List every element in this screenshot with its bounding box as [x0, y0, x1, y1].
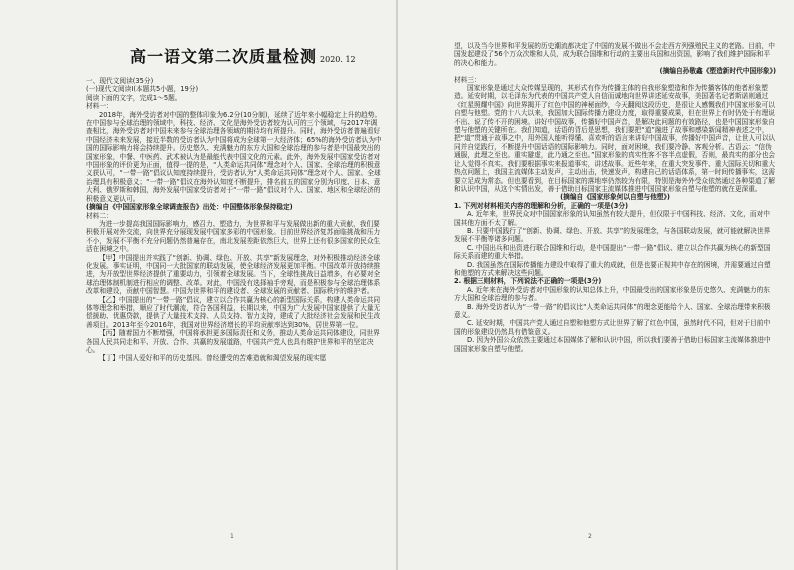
- material-one-source: (摘编自《中国国家形象全球调查报告》出处：中国整体形象保持稳定): [86, 203, 293, 212]
- question-1-option-c: C. 中国出兵和出资进行联合国维和行动，是中国提出“一带一路”倡议、建立以合作共赢为核心的新型国际关系而建的重大举措。: [454, 243, 771, 261]
- instruction-text: 阅读下面的文字，完成1～5题。: [86, 93, 182, 102]
- question-2-option-d: D. 因为外国公众依然主要通过本国媒体了解和认识中国，所以我们要善于借助目标国家主流媒体推进中国国家形象自塑与他塑。: [454, 336, 771, 353]
- question-2-stem: 2. 根据三则材料，下列说法不正确的一项是(3分): [454, 277, 602, 286]
- page-left: [0, 0, 396, 570]
- material-two-paragraph-5: 【丁】中国人爱好和平的历史基因。曾经遭受的苦难造就和渴望发展的现实愿: [99, 354, 327, 363]
- question-1-option-b: B. 只要中国践行了“创新、协调、绿色、开放、共享”的发展理念，与各国联动发展，就可能就解决世界发展不平衡等诸多问题。: [454, 226, 771, 244]
- material-two-paragraph-4: 【丙】随着国力不断增强，中国将承担更多国际责任和义务，推动人类命运共同体建设，同世界各国人民共同走和平、开放、合作、共赢的发展道路，中国共产党人也具有维护世界和平的坚定决心。: [86, 329, 380, 354]
- material-one-label: 材料一：: [86, 102, 113, 111]
- material-two-continuation: 望，以及当今世界和平发展的历史潮流都决定了中国的发展不做出不会走西方列强殖民主义的老路。目前，中国发起建设了56个万众次维和人员，成为联合国维和行动的主要出兵国和出资国，影响了我们维护国际和平的决心和能力。: [454, 42, 775, 67]
- page-number: 1: [230, 533, 234, 540]
- exam-title: 高一语文第二次质量检测: [130, 47, 318, 66]
- material-three-source: (摘编自《国家形象何以自塑与他塑》): [560, 193, 670, 202]
- question-1-option-a: A. 近年来，世界民众对中国国家形象的认知虽然有较大提升，但仅限于中国科技、经济、文化，而对中国其他方面不太了解。: [454, 210, 770, 227]
- material-two-label: 材料二：: [86, 211, 113, 220]
- material-two-paragraph-3: 【乙】中国提出的“一带一路”倡议，建立以合作共赢为核心的新型国际关系，构建人类命运共同体等理念和举措，顺应了时代潮流，符合各国利益，长期以来，中国为广大发展中国家提供了大量无偿援助、优惠贷款，提供了大量技术支持、人员支持、智力支持，建成了大批经济社会发展和民生改善项目。2013年至今2016年，我国对世界经济增长的平均贡献率达到30%，居世界第一位。: [86, 295, 381, 329]
- question-2-option-c: C. 延安时期，中国共产党人通过自塑和他塑方式让世界了解了红色中国，虽然时代不同，但对于目前中国的形象建设仍然具有借鉴意义。: [454, 319, 771, 336]
- question-1-stem: 1. 下列对材料相关内容的理解和分析，正确的一项是(3分): [454, 201, 629, 210]
- question-2-option-b: B. 海外受访者认为“一带一路”的倡议比“人类命运共同体”的理念更能给个人、国家、全球治理带来积极意义。: [454, 302, 771, 319]
- material-three-label: 材料三：: [454, 75, 481, 84]
- section-heading: 一、现代文阅读(35分): [86, 77, 154, 85]
- question-1-option-d: D. 我国虽然在国际传播能力建设中取得了重大的成就，但是也要正视其中存在的困境，并需要通过自塑和他塑的方式来解决这些问题。: [454, 260, 771, 277]
- subsection-heading: (一)现代文阅读Ⅰ(本题共5小题，19分): [86, 85, 199, 94]
- question-2-option-a: A. 近年来在海外受访者对中国形象的认知总体上升，中国最受出的国家形象是历史悠久、充满魅力的东方大国和全球治理的参与者。: [454, 285, 770, 303]
- page-number: 2: [588, 533, 592, 540]
- page-right: [398, 0, 794, 570]
- question-2: [454, 277, 776, 353]
- material-two-source: (摘编自孙敬鑫《塑造新时代中国形象》): [659, 67, 776, 76]
- question-1: [454, 202, 776, 278]
- material-two-paragraph-2: 【甲】中国提出并实践了“创新、协调、绿色、开放、共享”新发展理念，对外积极推动经济全球化发展。事实证明，中国同一大批国家的联动发展，使全球经济发展更加平衡。中国改革开放持续推进，为开放型世界经济提供了重要动力，引领着全球发展。当下，全球性挑战日益增多，有必要对全球治理体制机制进行相应的调整、改革。对此，中国没有选择袖手旁观，而是积极参与全球治理体系改革和建设，贡献中国智慧。中国为世界和平的建设者、全球发展的贡献者、国际秩序的维护者。: [86, 253, 381, 296]
- page-title: [130, 44, 382, 67]
- material-one-paragraph: 2018年，海外受访者对中国的整体印象为6.2分(10分制)，延续了近年来小幅稳定上升的趋势。在中国参与全球治理的领域中，科技、经济、文化是海外受访者较为认可的三个领域，与2017年调查相比，海外受访者对中国未来参与全球治理各领域的期待均有所提升。同时，海外受访者普遍看好中国经济未来发展，接近半数的受访者认为中国将成为全球第一大经济体；65%的海外受访者认为中国的国际影响力将会持续提升。历史悠久、充满魅力的东方大国和全球治理的参与者是中国最突出的国家形象，中餐、中医药、武术被认为是最能代表中国文化的元素。此外，海外发展中国家受访者对中国形象的评价更为正面，值得一提的是，“人类命运共同体”理念对个人、国家、全球治理的积极意义获认可，“一带一路”倡议认知度持续提升，受访者认为“人类命运共同体”理念对个人、国家、全球治理具有积极意义；“一带一路”倡议在海外认知度不断提升，排名前五的国家分别为印度、日本、意大利、俄罗斯和韩国，海外发展中国家受访者对于“一带一路”倡议对个人、国家、地区和全球经济的积极意义更认可。: [86, 110, 382, 203]
- material-two-paragraph-1: 为进一步提高我国国际影响力，感召力、塑造力，为世界和平与发展做出新的重大贡献，我们要积极开展对外交流，向世界充分展现发展中国家多彩的中国形象。目前世界经济复苏面临挑战和压力不小，发展不平衡不充分问题仍然普遍存在，南北发展差距依然巨大，世界上还有很多国家的民众生活在困境之中。: [86, 219, 381, 254]
- material-three-paragraph: 国家形象是通过大众传媒呈现的，其形式有作为传播主体的自我形象塑造和作为传播客体的他者形象塑造。延安时期，以毛泽东为代表的中国共产党人自信而诚地向世界讲述延安故事，美国著名记者斯诺则通过《红星照耀中国》向世界揭开了红色中国的神秘面纱，今天翻阅这段历史，是很让人感慨我们中国家形象可以自塑与他塑。党的十八大以来，我国加大国际传播力建设力度，取得重要成果，但在世界上有时仍处于有理说不出、说了传不开的困境。讲好中国故事，传播好中国声音，是解决此问题的有效路径，也是中国国家形象自塑与他塑的关键所在。我们知道，话语的背后是思想，我们要把“道”融进了故事和感染新闻精神表述之中，把“道”贯通于故事之中，用外国人能听得懂、喜欢听的语言来讲好中国故事，传播好中国声音，让世人可以认同并自觉践行，不断提升中国话语的国际影响力。同时，面对困境，我们要冷静、客观分析。古语云：“信伪通服，此理之至也。重实避虚，此乃通之至也。”国家形象的真实性客不容半点虚假，否则，最真实的部分也会让人觉得不真实。我们要根据事实来报道事实，讲述故事。近些年来，在重大突发事件、重大国际关切和重大热点问题上，我国主流媒体主动发声，主动出击，快速发声，构建自己的话语体系，第一时间传播事实，这需要立足成为常态。但也要看到，在目标国家的落地率仍然较为有限，特别是海外外受众依然通过各种渠道了解和认识中国，从这个实情出发，善于借助目标国家主流媒体推进中国国家形象自塑与他塑的就在更深重。: [454, 84, 776, 193]
- exam-date: 2020. 12: [320, 55, 356, 64]
